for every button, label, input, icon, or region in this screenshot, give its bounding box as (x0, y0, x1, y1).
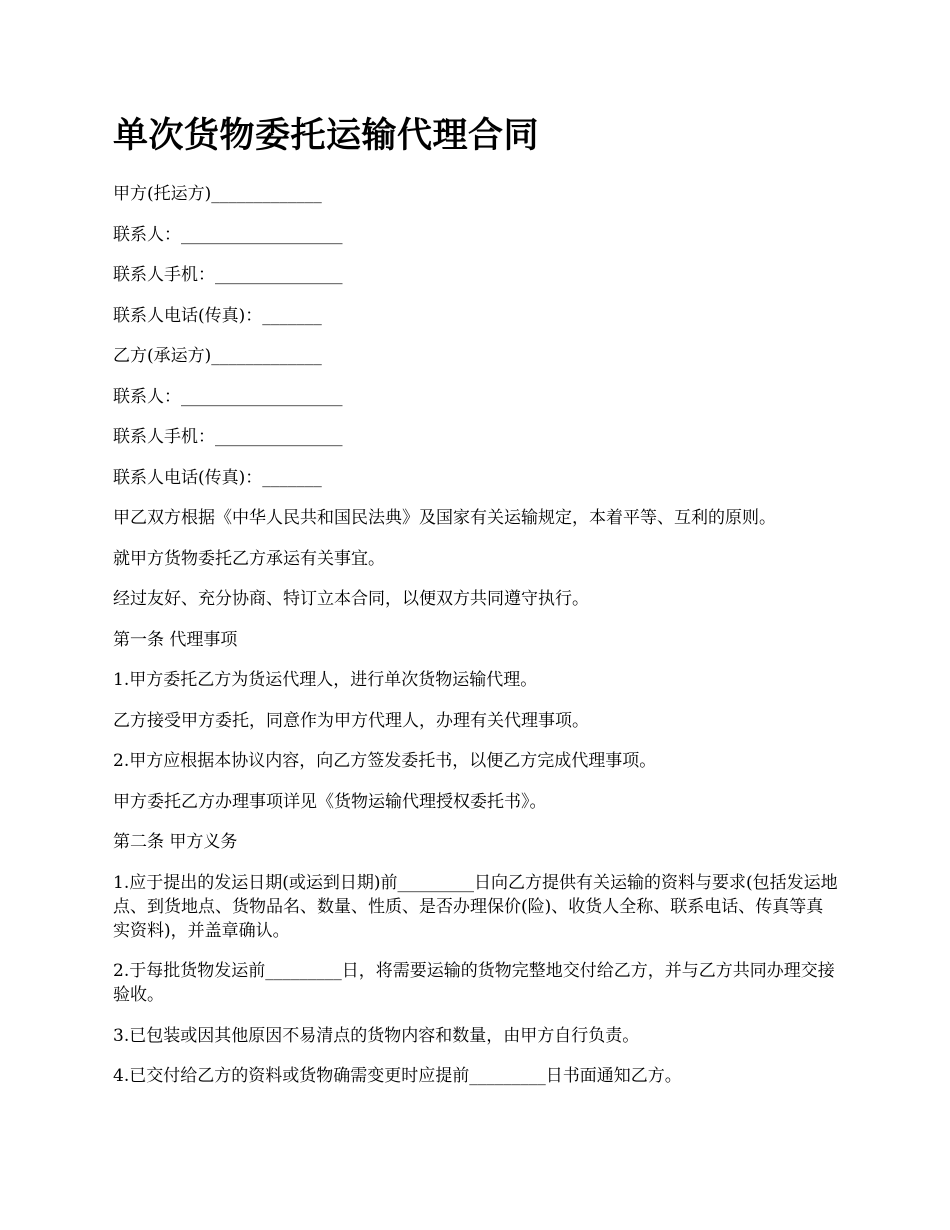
preamble-paragraph: 就甲方货物委托乙方承运有关事宜。 (113, 548, 385, 569)
party-b-phone-fax: 联系人电话(传真)：_______ (113, 467, 322, 488)
party-b-line: 乙方(承运方)_____________ (113, 346, 322, 366)
article-paragraph: 3.已包装或因其他原因不易清点的货物内容和数量，由甲方自行负责。 (113, 1025, 640, 1046)
article-heading: 第一条 代理事项 (113, 629, 238, 650)
article-paragraph: 2.于每批货物发运前_________日，将需要运输的货物完整地交付给乙方，并与乙方共同办理交接验收。 (113, 961, 835, 1005)
article-paragraph: 1.甲方委托乙方为货运代理人，进行单次货物运输代理。 (113, 670, 538, 690)
party-a-line: 甲方(托运方)_____________ (113, 184, 322, 204)
article-paragraph: 1.应于提出的发运日期(或运到日期)前_________日向乙方提供有关运输的资料与要求(包括发运地点、到货地点、货物品名、数量、性质、是否办理保价(险)、收货人全称、联系电话、传真等真实资料)，并盖章确认。 (113, 872, 838, 941)
document-page (113, 112, 838, 1105)
article-paragraph: 4.已交付给乙方的资料或货物确需变更时应提前_________日书面通知乙方。 (113, 1066, 682, 1086)
article-paragraph: 乙方接受甲方委托，同意作为甲方代理人，办理有关代理事项。 (113, 710, 589, 731)
party-a-contact: 联系人：___________________ (113, 224, 343, 245)
article-paragraph: 甲方委托乙方办理事项详见《货物运输代理授权委托书》。 (113, 791, 547, 812)
document-title: 单次货物委托运输代理合同 (113, 116, 540, 156)
party-a-mobile: 联系人手机：_______________ (113, 265, 343, 285)
article-paragraph: 2.甲方应根据本协议内容，向乙方签发委托书，以便乙方完成代理事项。 (113, 751, 657, 771)
party-a-phone-fax: 联系人电话(传真)：_______ (113, 305, 322, 326)
party-b-mobile: 联系人手机：_______________ (113, 427, 343, 447)
preamble-paragraph: 甲乙双方根据《中华人民共和国民法典》及国家有关运输规定，本着平等、互利的原则。 (113, 508, 776, 528)
article-heading: 第二条 甲方义务 (113, 832, 238, 852)
preamble-paragraph: 经过友好、充分协商、特订立本合同，以便双方共同遵守执行。 (113, 589, 589, 609)
party-b-contact: 联系人：___________________ (113, 386, 343, 407)
